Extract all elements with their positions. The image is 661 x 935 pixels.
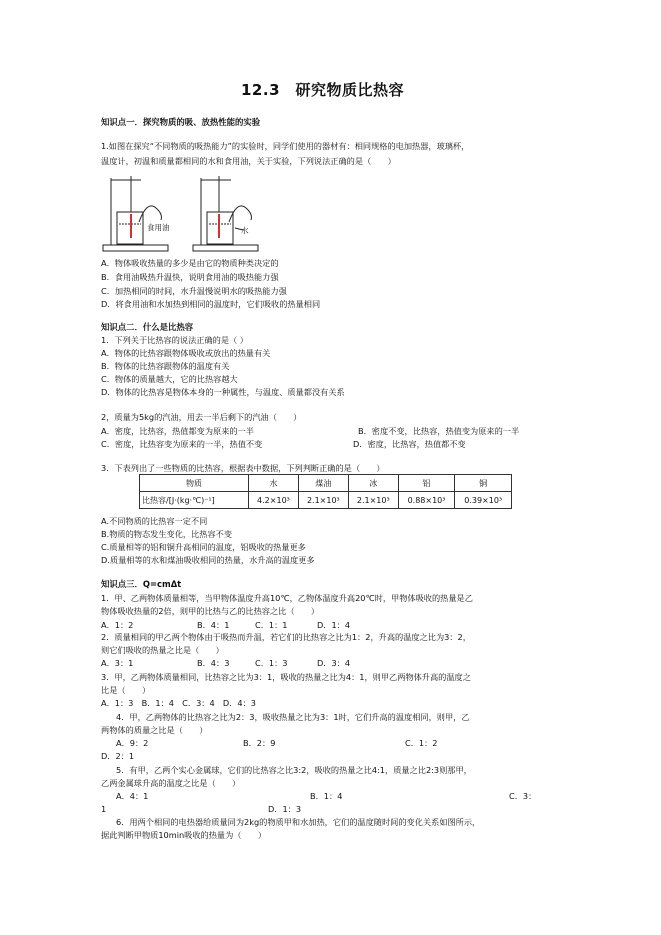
fig-label-oil: 食用油 [147, 223, 170, 232]
s3-q5-wrap: 1 [101, 804, 107, 814]
s3-q2-opt-c: C．1：3 [255, 658, 288, 668]
s2-q3-option-d: D.质量相等的水和煤油吸收相同的热量，水升高的温度更多 [101, 555, 315, 565]
table-cell: 2.1×10³ [298, 492, 348, 509]
table-cell: 铜 [455, 475, 512, 492]
section2-heading: 知识点二．什么是比热容 [101, 322, 194, 332]
s1-q1-line2: 温度计，初温和质量都相同的水和食用油，关于实验，下列说法正确的是（ ） [101, 156, 396, 166]
s3-q5-opt-b: B．1：4 [310, 791, 343, 801]
s3-q4-opt-a: A．9：2 [116, 738, 149, 748]
s3-q5-opt-c: C．3： [509, 791, 537, 801]
s2-q2-option-c: C．密度，比热容变为原来的一半，热值不变 [101, 439, 263, 449]
table-cell: 物质 [140, 475, 249, 492]
s3-q1-line1: 1．甲、乙两物体质量相等，当甲物体温度升高10℃，乙物体温度升高20℃时，甲物体吸收的热量是乙 [101, 593, 473, 603]
s3-q1-opt-d: D．1：4 [317, 620, 351, 630]
s3-q2-opt-d: D．3：4 [317, 658, 351, 668]
s3-q4-opt-d: D．2：1 [101, 751, 135, 761]
section1-heading: 知识点一．探究物质的吸、放热性能的实验 [101, 117, 261, 127]
s3-q4-opt-b: B．2：9 [243, 738, 276, 748]
s3-q4-line1: 4．甲，乙两物体的比热容之比为2：3，吸收热量之比为3：1时，它们升高的温度相同，则甲，乙 [116, 712, 470, 722]
s3-q2-opt-a: A．3：1 [101, 658, 134, 668]
s3-q3-opts: A．1：3 B．1：4 C．3：4 D．4：3 [101, 698, 256, 708]
s3-q2-line1: 2．质量相同的甲乙两个物体由于吸热而升温，若它们的比热容之比为1：2，升高的温度之比为3：2， [101, 632, 471, 642]
experiment-figure [101, 170, 271, 255]
s2-q1-option-b: B．物体的比热容跟物体的温度有关 [101, 361, 230, 371]
s2-q2: 2，质量为5kg的汽油，用去一半后剩下的汽油（ ） [101, 412, 302, 422]
s2-q3-option-c: C.质量相等的铝和铜升高相同的温度，铝吸收的热量更多 [101, 542, 306, 552]
s3-q1-opt-b: B．4：1 [197, 620, 230, 630]
table-cell: 2.1×10³ [348, 492, 398, 509]
s3-q5-opt-a: A．4：1 [116, 791, 149, 801]
specific-heat-table [139, 474, 512, 509]
table-header-row [140, 475, 512, 492]
s2-q2-option-b: B．密度不变，比热容，热值变为原来的一半 [358, 426, 520, 436]
s3-q6-line1: 6．用两个相同的电热器给质量同为2kg的物质甲和水加热，它们的温度随时间的变化关系如图所示， [116, 817, 481, 827]
s3-q2-opt-b: B．4：3 [197, 658, 230, 668]
s2-q3-option-a: A.不同物质的比热容一定不同 [101, 516, 208, 526]
s2-q2-option-a: A．密度，比热容，热值都变为原来的一半 [101, 426, 254, 436]
table-cell: 铝 [398, 475, 455, 492]
s3-q2-line2: 则它们吸收的热量之比是（ ） [101, 645, 224, 655]
fig-label-water: 水 [241, 226, 249, 235]
table-cell: 比热容/[J·(kg·℃)⁻¹] [140, 492, 249, 509]
table-cell: 4.2×10³ [249, 492, 299, 509]
s1-option-a: A．物体吸收热量的多少是由它的物质种类决定的 [101, 258, 279, 268]
s1-option-c: C．加热相同的时间，水升温慢说明水的吸热能力强 [101, 286, 287, 296]
s2-q3-option-b: B.物质的物态发生变化，比热容不变 [101, 529, 233, 539]
s3-q1-line2: 物体吸收热量的2倍，则甲的比热与乙的比热容之比（ ） [101, 606, 320, 616]
s2-q1-option-a: A．物体的比热容跟物体吸收或放出的热量有关 [101, 348, 271, 358]
s1-q1-line1: 1.如图在探究“不同物质的吸热能力”的实验时，同学们使用的器材有：相同规格的电加热器，玻璃杯， [101, 141, 470, 151]
s2-q1: 1．下列关于比热容的说法正确的是（ ） [101, 335, 248, 345]
s3-q5-line2: 乙两金属球升高的温度之比是（ ） [101, 778, 241, 788]
table-cell: 煤油 [298, 475, 348, 492]
s2-q3: 3．下表列出了一些物质的比热容，根据表中数据，下列判断正确的是（ ） [101, 463, 385, 473]
s3-q5-opt-d: D．1：3 [268, 804, 302, 814]
table-row [140, 492, 512, 509]
page-title: 12.3 研究物质比热容 [241, 81, 405, 99]
s3-q5-line1: 5．有甲，乙两个实心金属球，它们的比热容之比3:2，吸收的热量之比4:1，质量之比2:3则那甲， [116, 765, 472, 775]
s3-q4-line2: 两物体的质量之比是（ ） [101, 725, 208, 735]
table-cell: 冰 [348, 475, 398, 492]
table-cell: 0.39×10³ [455, 492, 512, 509]
s3-q1-opt-a: A．1：2 [101, 620, 134, 630]
s3-q3-line1: 3．甲，乙两物体质量相同，比热容之比为3：1，吸收的热量之比为4：1，则甲乙两物体升高的温度之 [101, 672, 471, 682]
s2-q1-option-d: D．物体的比热容是物体本身的一种属性，与温度、质量都没有关系 [101, 387, 345, 397]
s2-q2-option-d: D．密度，比热容，热值都不变 [353, 439, 466, 449]
s2-q1-option-c: C．物体的质量越大，它的比热容越大 [101, 374, 238, 384]
section3-heading: 知识点三．Q=cmΔt [101, 579, 182, 589]
table-cell: 0.88×10³ [398, 492, 455, 509]
s3-q1-opt-c: C．1：1 [255, 620, 288, 630]
s3-q3-line2: 比是（ ） [101, 685, 151, 695]
s1-option-b: B．食用油吸热升温快，说明食用油的吸热能力强 [101, 272, 279, 282]
s3-q6-line2: 据此判断甲物质10min吸收的热量为（ ） [101, 830, 267, 840]
s1-option-d: D．将食用油和水加热到相同的温度时，它们吸收的热量相同 [101, 299, 321, 309]
s3-q4-opt-c: C．1：2 [405, 738, 438, 748]
table-cell: 水 [249, 475, 299, 492]
